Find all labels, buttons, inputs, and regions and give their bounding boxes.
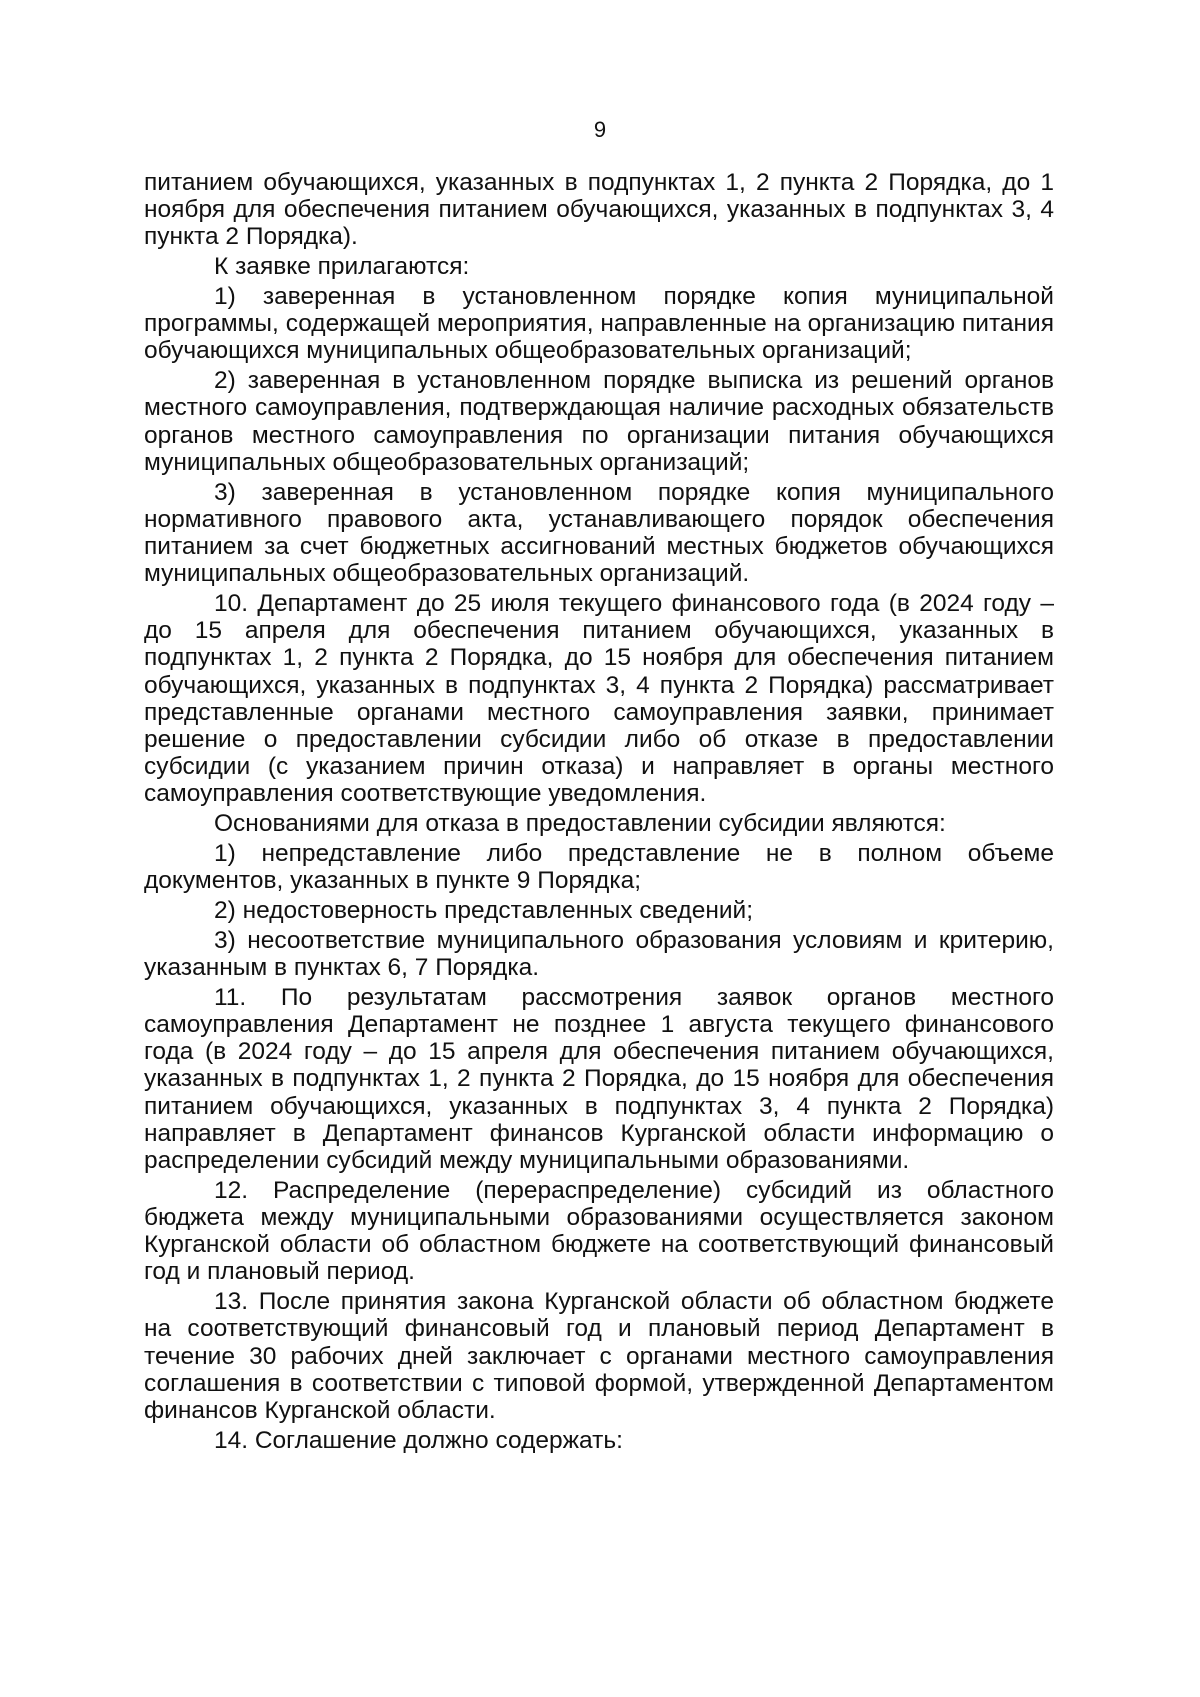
clause-10: 10. Департамент до 25 июля текущего финансового года (в 2024 году – до 15 апреля для обеспечения питанием обучающихся, указанных в подпунктах 1, 2 пункта 2 Порядка, до 15 ноября для обеспечения питанием обучающихся, указанных в подпунктах 3, 4 пункта 2 Порядка) рассматривает представленные органами местного самоуправления заявки, принимает решение о предоставлении субсидии либо об отказе в предоставлении субсидии (с указанием причин отказа) и направляет в органы местного самоуправления соответствующие уведомления.: [144, 590, 1054, 808]
clause-13: 13. После принятия закона Курганской области об областном бюджете на соответствующий финансовый год и плановый период Департамент в течение 30 рабочих дней заключает с органами местного самоуправления соглашения в соответствии с типовой формой, утвержденной Департаментом финансов Курганской области.: [144, 1288, 1054, 1425]
clause-11: 11. По результатам рассмотрения заявок органов местного самоуправления Департамент не позднее 1 августа текущего финансового года (в 2024 году – до 15 апреля для обеспечения питанием обучающихся, указанных в подпунктах 1, 2 пункта 2 Порядка, до 15 ноября для обеспечения питанием обучающихся, указанных в подпунктах 3, 4 пункта 2 Порядка) направляет в Департамент финансов Курганской области информацию о распределении субсидий между муниципальными образованиями.: [144, 983, 1054, 1175]
clause-12: 12. Распределение (перераспределение) субсидий из областного бюджета между муниципальными образованиями осуществляется законом Курганской области об областном бюджете на соответствующий финансовый год и плановый период.: [144, 1176, 1054, 1286]
list-item-refusal-1: 1) непредставление либо представление не в полном объеме документов, указанных в пункте 9 Порядка;: [144, 840, 1054, 895]
page-number: 9: [593, 117, 607, 142]
list-item-attachment-2: 2) заверенная в установленном порядке выписка из решений органов местного самоуправления, подтверждающая наличие расходных обязательств органов местного самоуправления по организации питания обучающихся муниципальных общеобразовательных организаций;: [144, 367, 1054, 476]
list-item-attachment-1: 1) заверенная в установленном порядке копия муниципальной программы, содержащей мероприятия, направленные на организацию питания обучающихся муниципальных общеобразовательных организаций;: [144, 283, 1054, 365]
paragraph-attachments-intro: К заявке прилагаются:: [214, 253, 470, 281]
list-item-refusal-2: 2) недостоверность представленных сведений;: [214, 897, 754, 925]
list-item-attachment-3: 3) заверенная в установленном порядке копия муниципального нормативного правового акта, устанавливающего порядок обеспечения питанием за счет бюджетных ассигнований местных бюджетов обучающихся муниципальных общеобразовательных организаций.: [144, 478, 1054, 588]
list-item-refusal-3: 3) несоответствие муниципального образования условиям и критерию, указанным в пунктах 6, 7 Порядка.: [144, 926, 1054, 982]
paragraph-continuation: питанием обучающихся, указанных в подпунктах 1, 2 пункта 2 Порядка, до 1 ноября для обеспечения питанием обучающихся, указанных в подпунктах 3, 4 пункта 2 Порядка).: [144, 169, 1054, 251]
clause-14: 14. Соглашение должно содержать:: [214, 1426, 623, 1454]
paragraph-refusal-grounds: Основаниями для отказа в предоставлении субсидии являются:: [214, 810, 946, 838]
document-body: [144, 169, 1054, 1457]
